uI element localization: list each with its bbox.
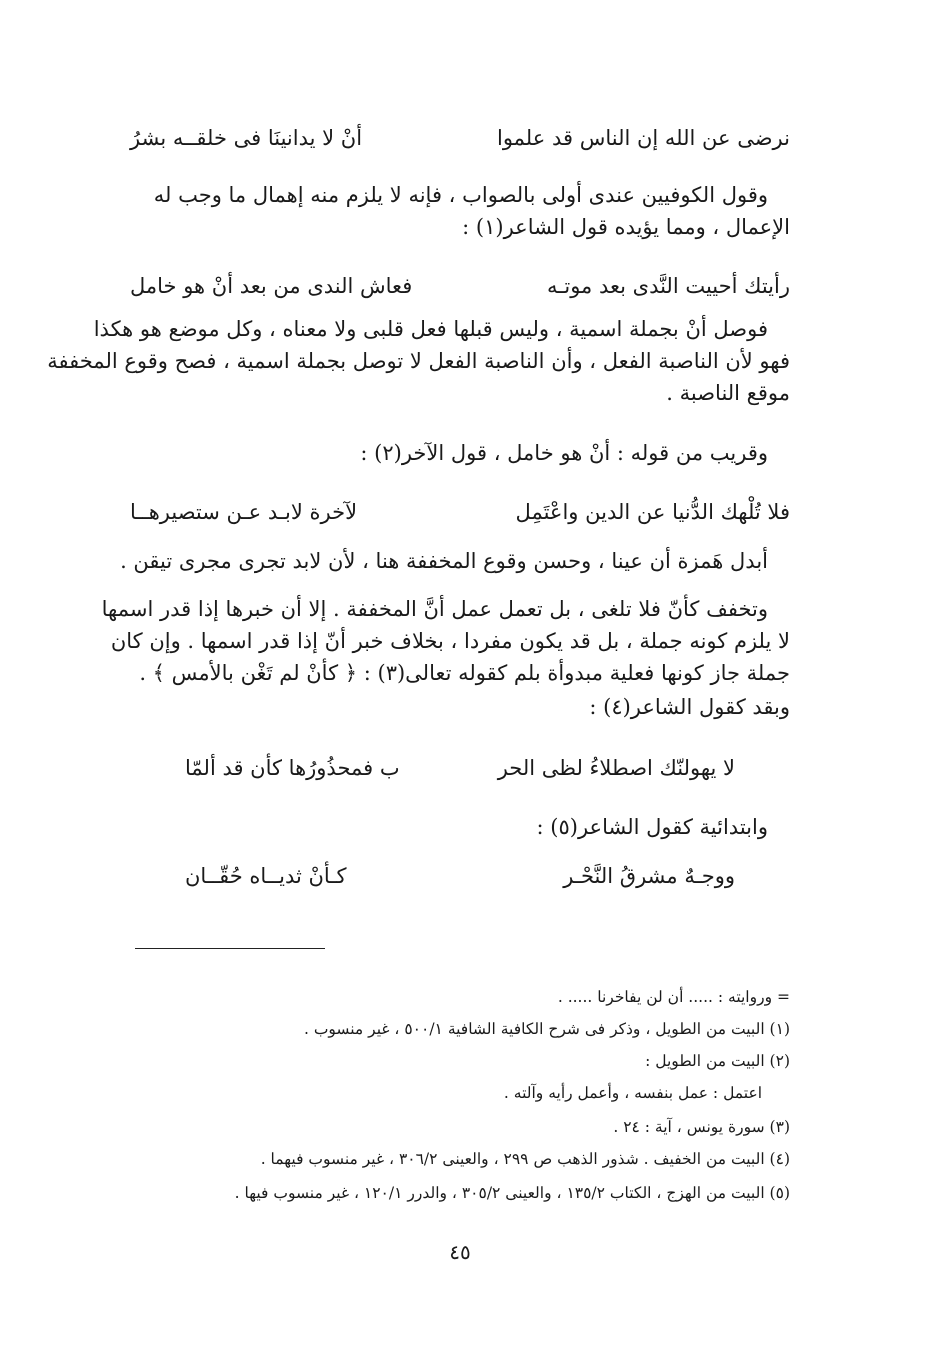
verse-1-hemistich-1: نرضى عن الله إن الناس قد علموا	[496, 126, 790, 150]
verse-2	[130, 270, 790, 302]
footnote-4: (٤) البيت من الخفيف . شذور الذهب ص ٢٩٩ ، والعينى ٣٠٦/٢ ، غير منسوب فيهما .	[260, 1150, 790, 1168]
verse-3-hemistich-2: لآخرة لابـد عـن ستصيرهــا	[130, 500, 358, 524]
page-number: ٤٥	[449, 1240, 471, 1264]
paragraph-6-line-1: وابتدائية كقول الشاعر(٥) :	[536, 815, 768, 839]
footnote-3: (٣) سورة يونس ، آية : ٢٤ .	[613, 1118, 790, 1136]
verse-2-hemistich-2: فعاش الندى من بعد أنْ هو خامل	[130, 274, 413, 298]
verse-4	[130, 752, 790, 784]
verse-3-hemistich-1: فلا تُلْهك الدُّنيا عن الدين واعْتَمِل	[515, 500, 790, 524]
verse-4-hemistich-2: ب فمحذُورُها كأن قد ألمّا	[185, 756, 400, 780]
paragraph-2-line-2: فهو لأن الناصبة الفعل ، وأن الناصبة الفعل لا توصل بجملة اسمية ، فصح وقوع المخففة	[47, 349, 790, 373]
footnote-1: (١) البيت من الطويل ، وذكر فى شرح الكافية الشافية ٥٠٠/١ ، غير منسوب .	[303, 1020, 790, 1038]
paragraph-2-line-3: موقع الناصبة .	[666, 381, 790, 405]
paragraph-1-line-2: الإعمال ، ومما يؤيده قول الشاعر(١) :	[462, 215, 790, 239]
verse-1	[130, 122, 790, 154]
verse-5	[130, 860, 790, 892]
paragraph-2-line-1: فوصل أنْ بجملة اسمية ، وليس قبلها فعل قلبى ولا معناه ، وكل موضع هو هكذا	[93, 317, 768, 341]
footnote-5: (٥) البيت من الهزج ، الكتاب ١٣٥/٢ ، والعينى ٣٠٥/٢ ، والدرر ١٢٠/١ ، غير منسوب فيها .	[234, 1184, 790, 1202]
paragraph-4-line-1: أبدل هَمزة أن عينا ، وحسن وقوع المخففة هنا ، لأن لابد تجرى مجرى تيقن .	[120, 549, 768, 573]
verse-3	[130, 496, 790, 528]
paragraph-5-line-4: وبقد كقول الشاعر(٤) :	[589, 695, 790, 719]
footnote-2: (٢) البيت من الطويل :	[645, 1052, 790, 1070]
paragraph-5-line-3: جملة جاز كونها فعلية مبدوأة بلم كقوله تعالى(٣) : ﴿ كأنْ لم تَغْن بالأمس ﴾ .	[139, 661, 790, 685]
footnote-separator	[135, 948, 325, 949]
paragraph-5-line-1: وتخفف كأنّ فلا تلغى ، بل تعمل عمل أنَّ المخففة . إلا أن خبرها إذا قدر اسمها	[101, 597, 768, 621]
verse-2-hemistich-1: رأيتك أحييت النَّدى بعد موتـه	[546, 274, 790, 298]
footnote-2-gloss: اعتمل : عمل بنفسه ، وأعمل رأيه وآلته .	[503, 1084, 762, 1102]
footnote-continuation: = وروايته : ..... أن لن يفاخرنا ..... .	[557, 988, 790, 1006]
verse-1-hemistich-2: أنْ لا يدانينَا فى خلقــه بشرُ	[130, 126, 363, 150]
paragraph-1-line-1: وقول الكوفيين عندى أولى بالصواب ، فإنه لا يلزم منه إهمال ما وجب له	[153, 183, 768, 207]
verse-4-hemistich-1: لا يهولنّك اصطلاءُ لظى الحر	[497, 756, 735, 780]
verse-5-hemistich-2: كـأنْ ثديــاه حُقّــان	[185, 864, 347, 888]
paragraph-3-line-1: وقريب من قوله : أنْ هو خامل ، قول الآخر(٢) :	[360, 441, 768, 465]
paragraph-5-line-2: لا يلزم كونه جملة ، بل قد يكون مفردا ، بخلاف خبر أنّ إذا قدر اسمها . وإن كان	[110, 629, 790, 653]
verse-5-hemistich-1: ووجـهٌ مشرقُ النَّحْـر	[563, 864, 735, 888]
